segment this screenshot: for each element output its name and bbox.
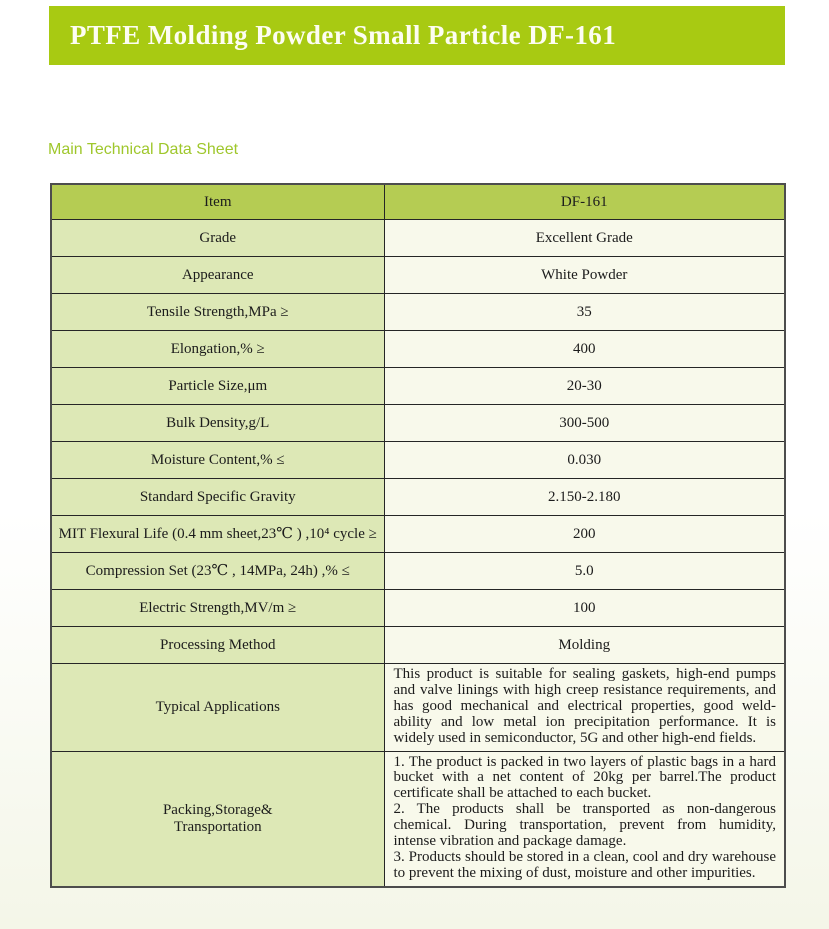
spec-value: 300-500	[384, 405, 785, 442]
spec-value: 5.0	[384, 553, 785, 590]
paragraph-line: 1. The product is packed in two layers of plastic bags in a hard bucket with a net content of 20kg per barrel.The product certificate shall be attached to each bucket.	[393, 753, 776, 802]
packing-label	[51, 751, 384, 887]
page-title: PTFE Molding Powder Small Particle DF-161	[70, 20, 617, 50]
label-line: Transportation	[173, 818, 262, 835]
table-row	[51, 257, 785, 294]
spec-label: Particle Size,μm	[51, 368, 384, 405]
spec-value: 0.030	[384, 442, 785, 479]
title-banner	[49, 6, 785, 65]
spec-rows	[51, 220, 785, 664]
table-row	[51, 405, 785, 442]
spec-value: 400	[384, 331, 785, 368]
table-row	[51, 590, 785, 627]
section-heading: Main Technical Data Sheet	[48, 141, 239, 158]
spec-label: Standard Specific Gravity	[51, 479, 384, 516]
table-row	[51, 294, 785, 331]
packing-text	[384, 751, 785, 887]
spec-value: 2.150-2.180	[384, 479, 785, 516]
paragraph-line: 2. The products shall be transported as non-dangerous chemical. During transportation, prevent from humidity, intense vibration and package damage.	[393, 801, 776, 850]
spec-label: Elongation,% ≥	[51, 331, 384, 368]
paragraph-line: 3. Products should be stored in a clean, cool and dry warehouse to prevent the mixing of dust, moisture and other impurities.	[393, 848, 776, 881]
long-rows	[51, 664, 785, 887]
spec-value: White Powder	[384, 257, 785, 294]
spec-value: Molding	[384, 627, 785, 664]
typical-applications-text	[384, 664, 785, 752]
paragraph-line: This product is suitable for sealing gaskets, high-end pumps and valve linings with high creep resistance requirements, and has good mechanical and electrical properties, good weld-ability and low metal ion precipitation performance. It is widely used in semiconductor, 5G and other high-end fields.	[393, 666, 776, 746]
label-line: Packing,Storage&	[162, 801, 273, 818]
technical-data-table	[50, 183, 786, 888]
table-row	[51, 442, 785, 479]
spec-label: Moisture Content,% ≤	[51, 442, 384, 479]
table-header-row	[51, 184, 785, 220]
spec-label: Grade	[51, 220, 384, 257]
spec-label: Tensile Strength,MPa ≥	[51, 294, 384, 331]
table-row	[51, 627, 785, 664]
spec-value: 200	[384, 516, 785, 553]
table-row	[51, 368, 785, 405]
table-row	[51, 479, 785, 516]
packing-row	[51, 751, 785, 887]
typical-applications-row	[51, 664, 785, 752]
table-row	[51, 553, 785, 590]
table-row	[51, 220, 785, 257]
spec-value: 35	[384, 294, 785, 331]
header-value-cell: DF-161	[384, 184, 785, 220]
table-row	[51, 331, 785, 368]
spec-value: Excellent Grade	[384, 220, 785, 257]
typical-applications-label: Typical Applications	[51, 664, 384, 752]
spec-label: Processing Method	[51, 627, 384, 664]
spec-label: Bulk Density,g/L	[51, 405, 384, 442]
table-row	[51, 516, 785, 553]
header-item-cell: Item	[51, 184, 384, 220]
spec-label: MIT Flexural Life (0.4 mm sheet,23℃ ) ,10⁴ cycle ≥	[51, 516, 384, 553]
spec-value: 100	[384, 590, 785, 627]
spec-label: Electric Strength,MV/m ≥	[51, 590, 384, 627]
spec-label: Compression Set (23℃ , 14MPa, 24h) ,% ≤	[51, 553, 384, 590]
spec-label: Appearance	[51, 257, 384, 294]
spec-value: 20-30	[384, 368, 785, 405]
